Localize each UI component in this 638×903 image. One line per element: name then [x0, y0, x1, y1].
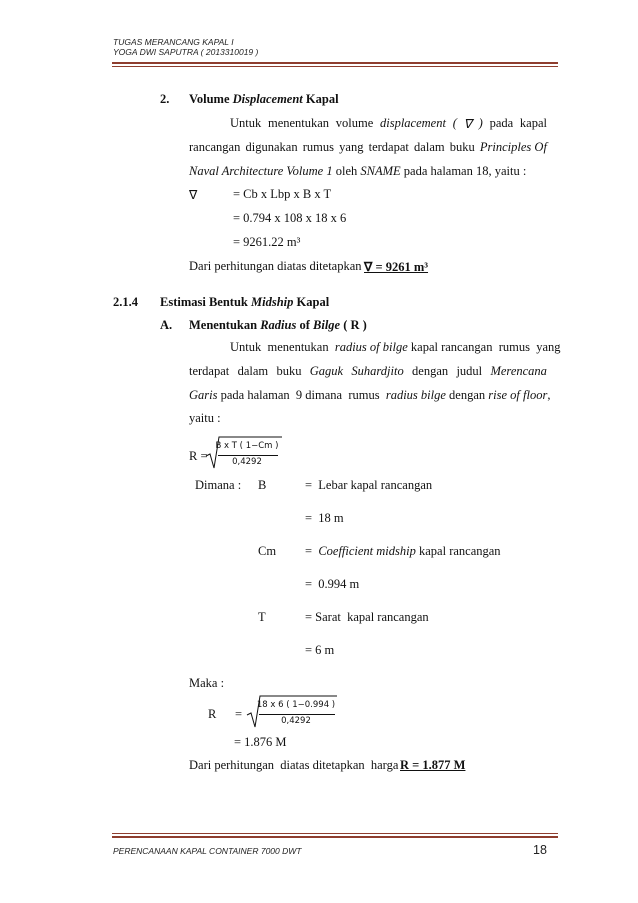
conclusion-text: Dari perhitungan diatas ditetapkan [189, 259, 362, 273]
footer-rule [112, 836, 558, 838]
where-label: Dimana : [195, 478, 242, 492]
section-number: 2. [160, 92, 170, 106]
variable-description: = Coefficient midship kapal rancangan [305, 544, 501, 558]
page-number: 18 [533, 843, 547, 857]
nabla-symbol: ∇ [189, 188, 198, 202]
section-title: Volume Displacement Kapal [189, 92, 339, 106]
paragraph-line: Naval Architecture Volume 1 oleh SNAME pada halaman 18, yaitu : [189, 164, 527, 178]
variable-name: B [258, 478, 267, 492]
paragraph-line: rancangan digunakan rumus yang terdapat dalam buku Principles Of [189, 140, 547, 154]
formula-lhs: R = [189, 449, 208, 463]
conclusion-value: ∇ = 9261 m³ [364, 260, 429, 274]
subsection-title: Menentukan Radius of Bilge ( R ) [189, 318, 367, 332]
equation-line: = 0.794 x 108 x 18 x 6 [233, 211, 347, 225]
calc-lhs: R [208, 707, 217, 721]
variable-value: = 0.994 m [305, 577, 360, 591]
calc-result: = 1.876 M [234, 735, 287, 749]
variable-value: = 18 m [305, 511, 344, 525]
header-author: YOGA DWI SAPUTRA ( 2013310019 ) [113, 47, 259, 57]
variable-description: = Sarat kapal rancangan [305, 610, 429, 624]
footer-rule-thin [112, 833, 558, 834]
conclusion-value: R = 1.877 M [400, 758, 466, 772]
paragraph-line: terdapat dalam buku Gaguk Suhardjito dengan judul Merencana [189, 364, 547, 378]
header-rule-thin [112, 66, 558, 67]
equation-line: = Cb x Lbp x B x T [233, 187, 332, 201]
fraction-bar [259, 714, 335, 715]
footer-title: PERENCANAAN KAPAL CONTAINER 7000 DWT [113, 846, 302, 856]
fraction-bar [218, 455, 278, 456]
formula-numerator: B x T ( 1−Cm ) [215, 441, 279, 451]
header-title: TUGAS MERANCANG KAPAL I [113, 37, 234, 47]
subsection-letter: A. [160, 318, 173, 332]
formula-denominator: 0,4292 [232, 457, 262, 467]
conclusion-text: Dari perhitungan diatas ditetapkan harga [189, 758, 399, 772]
calc-denominator: 0,4292 [281, 716, 311, 726]
calc-numerator: 18 x 6 ( 1−0.994 ) [256, 700, 336, 710]
variable-value: = 6 m [305, 643, 335, 657]
paragraph-line: Untuk menentukan radius of bilge kapal rancangan rumus yang [230, 340, 561, 354]
maka-label: Maka : [189, 676, 225, 690]
paragraph-line: Untuk menentukan volume displacement ( ∇ ) pada kapal [230, 116, 547, 131]
section-number: 2.1.4 [113, 295, 138, 309]
variable-name: Cm [258, 544, 277, 558]
equation-line: = 9261.22 m³ [233, 235, 301, 249]
variable-name: T [258, 610, 266, 624]
variable-description: = Lebar kapal rancangan [305, 478, 433, 492]
section-title: Estimasi Bentuk Midship Kapal [160, 295, 330, 309]
paragraph-line: yaitu : [189, 411, 221, 425]
header-rule [112, 62, 558, 64]
calc-equals: = [235, 707, 243, 721]
paragraph-line: Garis pada halaman 9 dimana rumus radius bilge dengan rise of floor, [189, 388, 551, 402]
